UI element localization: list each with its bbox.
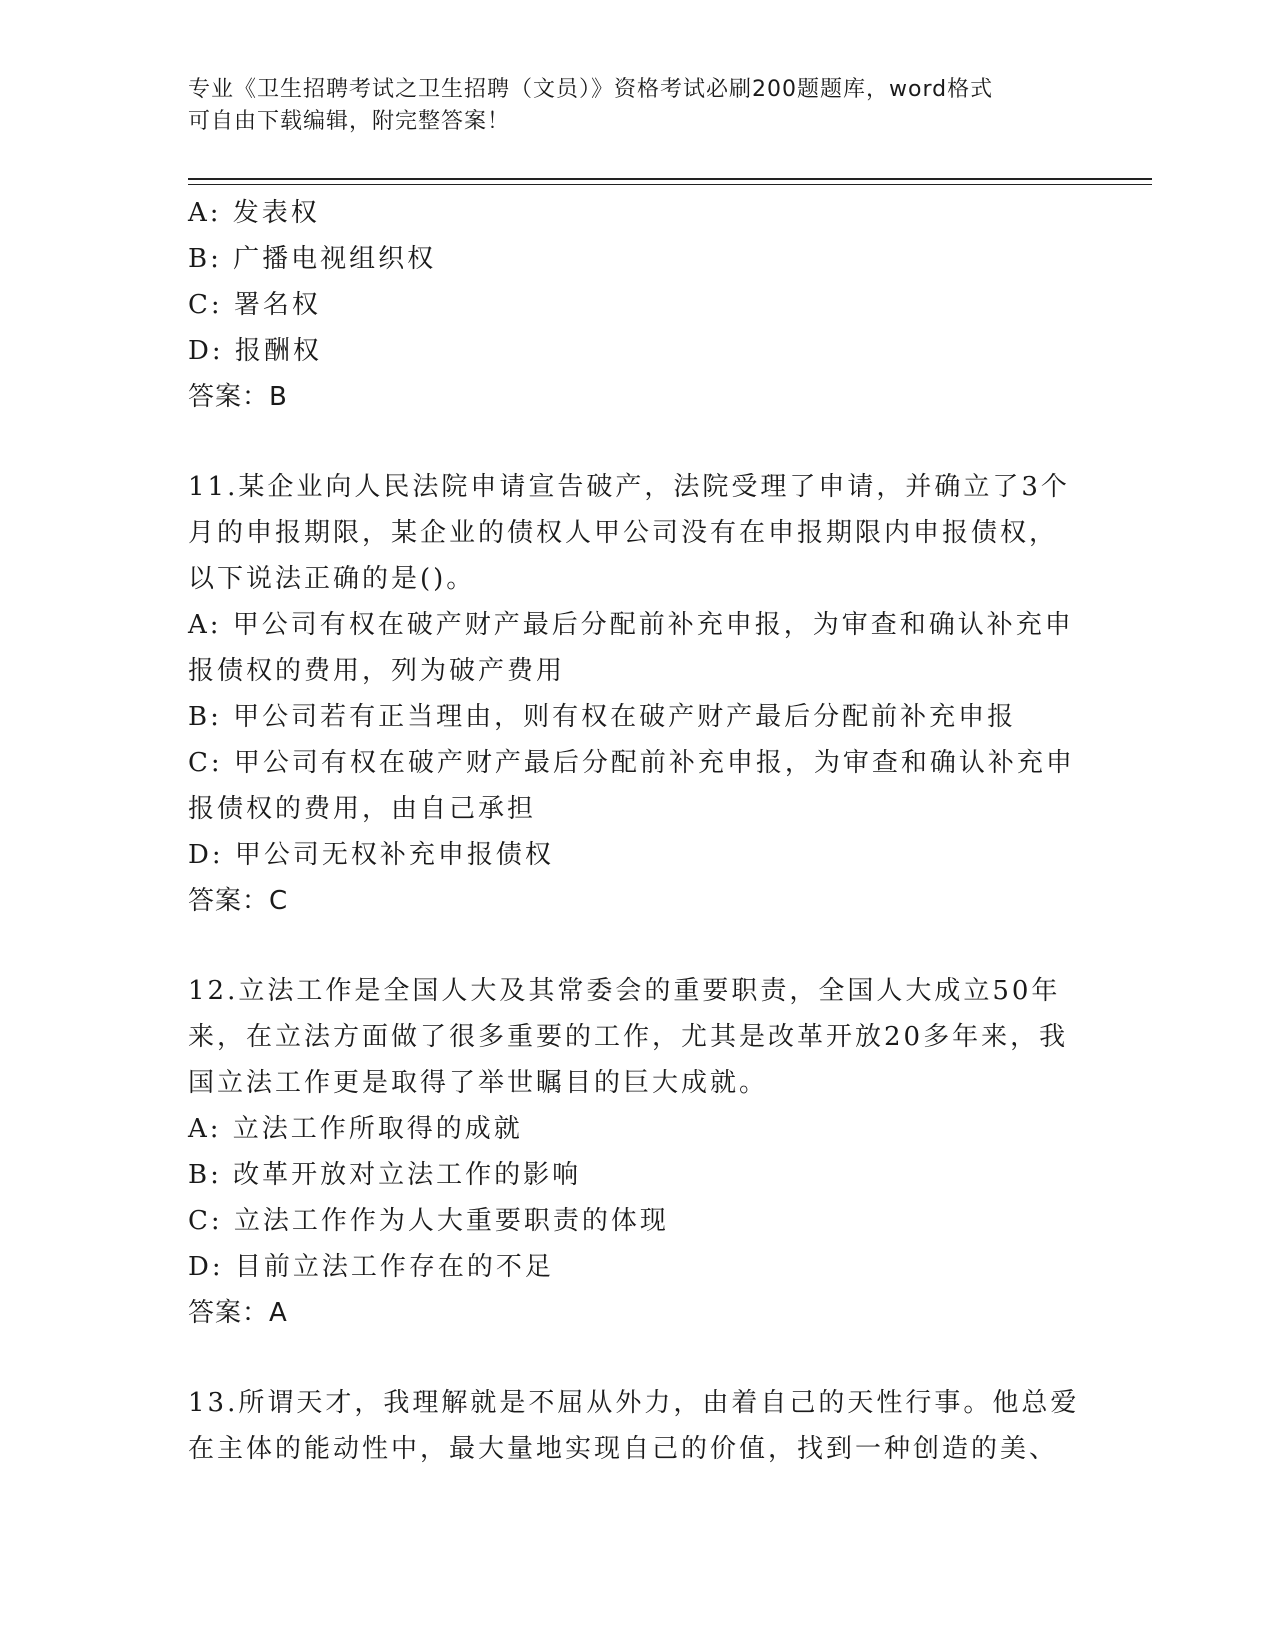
q11-option-a-line-2: 报债权的费用，列为破产费用 — [188, 656, 566, 686]
q11-stem-line-1: 11.某企业向人民法院申请宣告破产，法院受理了申请，并确立了3个 — [188, 472, 1070, 502]
q10-option-b: B: 广播电视组织权 — [188, 244, 437, 274]
q12-option-b: B: 改革开放对立法工作的影响 — [188, 1160, 582, 1190]
q11-option-c-line-1: C: 甲公司有权在破产财产最后分配前补充申报，为审查和确认补充申 — [188, 748, 1075, 778]
q10-option-a: A: 发表权 — [188, 198, 320, 228]
q10-option-c: C: 署名权 — [188, 290, 321, 320]
header-line-1: 专业《卫生招聘考试之卫生招聘（文员）》资格考试必刷200题题库，word格式 — [188, 77, 994, 102]
q10-answer: 答案：B — [188, 382, 288, 412]
q13-stem-line-2: 在主体的能动性中，最大量地实现自己的价值，找到一种创造的美、 — [188, 1434, 1059, 1464]
q11-option-d: D: 甲公司无权补充申报债权 — [188, 840, 554, 870]
spacer — [188, 420, 1088, 464]
q13-stem-line-1: 13.所谓天才，我理解就是不屈从外力，由着自己的天性行事。他总爱 — [188, 1388, 1080, 1418]
q11-stem-line-2: 月的申报期限，某企业的债权人甲公司没有在申报期限内申报债权， — [188, 518, 1059, 548]
header-rule-thin — [188, 184, 1152, 185]
header-rule-thick — [188, 178, 1152, 180]
q12-answer: 答案：A — [188, 1298, 288, 1328]
q11-stem-line-3: 以下说法正确的是()。 — [188, 564, 476, 594]
q11-option-a-line-1: A: 甲公司有权在破产财产最后分配前补充申报，为审查和确认补充申 — [188, 610, 1074, 640]
spacer — [188, 924, 1088, 968]
q11-answer: 答案：C — [188, 886, 289, 916]
q12-option-a: A: 立法工作所取得的成就 — [188, 1114, 523, 1144]
q11-option-c-line-2: 报债权的费用，由自己承担 — [188, 794, 537, 824]
document-header — [188, 74, 1088, 138]
q12-stem-line-3: 国立法工作更是取得了举世瞩目的巨大成就。 — [188, 1068, 769, 1098]
q12-option-d: D: 目前立法工作存在的不足 — [188, 1252, 554, 1282]
header-line-2: 可自由下载编辑，附完整答案！ — [188, 109, 511, 134]
spacer — [188, 1336, 1088, 1380]
question-content — [188, 190, 1088, 1472]
q11-option-b: B: 甲公司若有正当理由，则有权在破产财产最后分配前补充申报 — [188, 702, 1017, 732]
q12-stem-line-1: 12.立法工作是全国人大及其常委会的重要职责，全国人大成立50年 — [188, 976, 1061, 1006]
q10-option-d: D: 报酬权 — [188, 336, 322, 366]
q12-option-c: C: 立法工作作为人大重要职责的体现 — [188, 1206, 669, 1236]
q12-stem-line-2: 来，在立法方面做了很多重要的工作，尤其是改革开放20多年来，我 — [188, 1022, 1069, 1052]
